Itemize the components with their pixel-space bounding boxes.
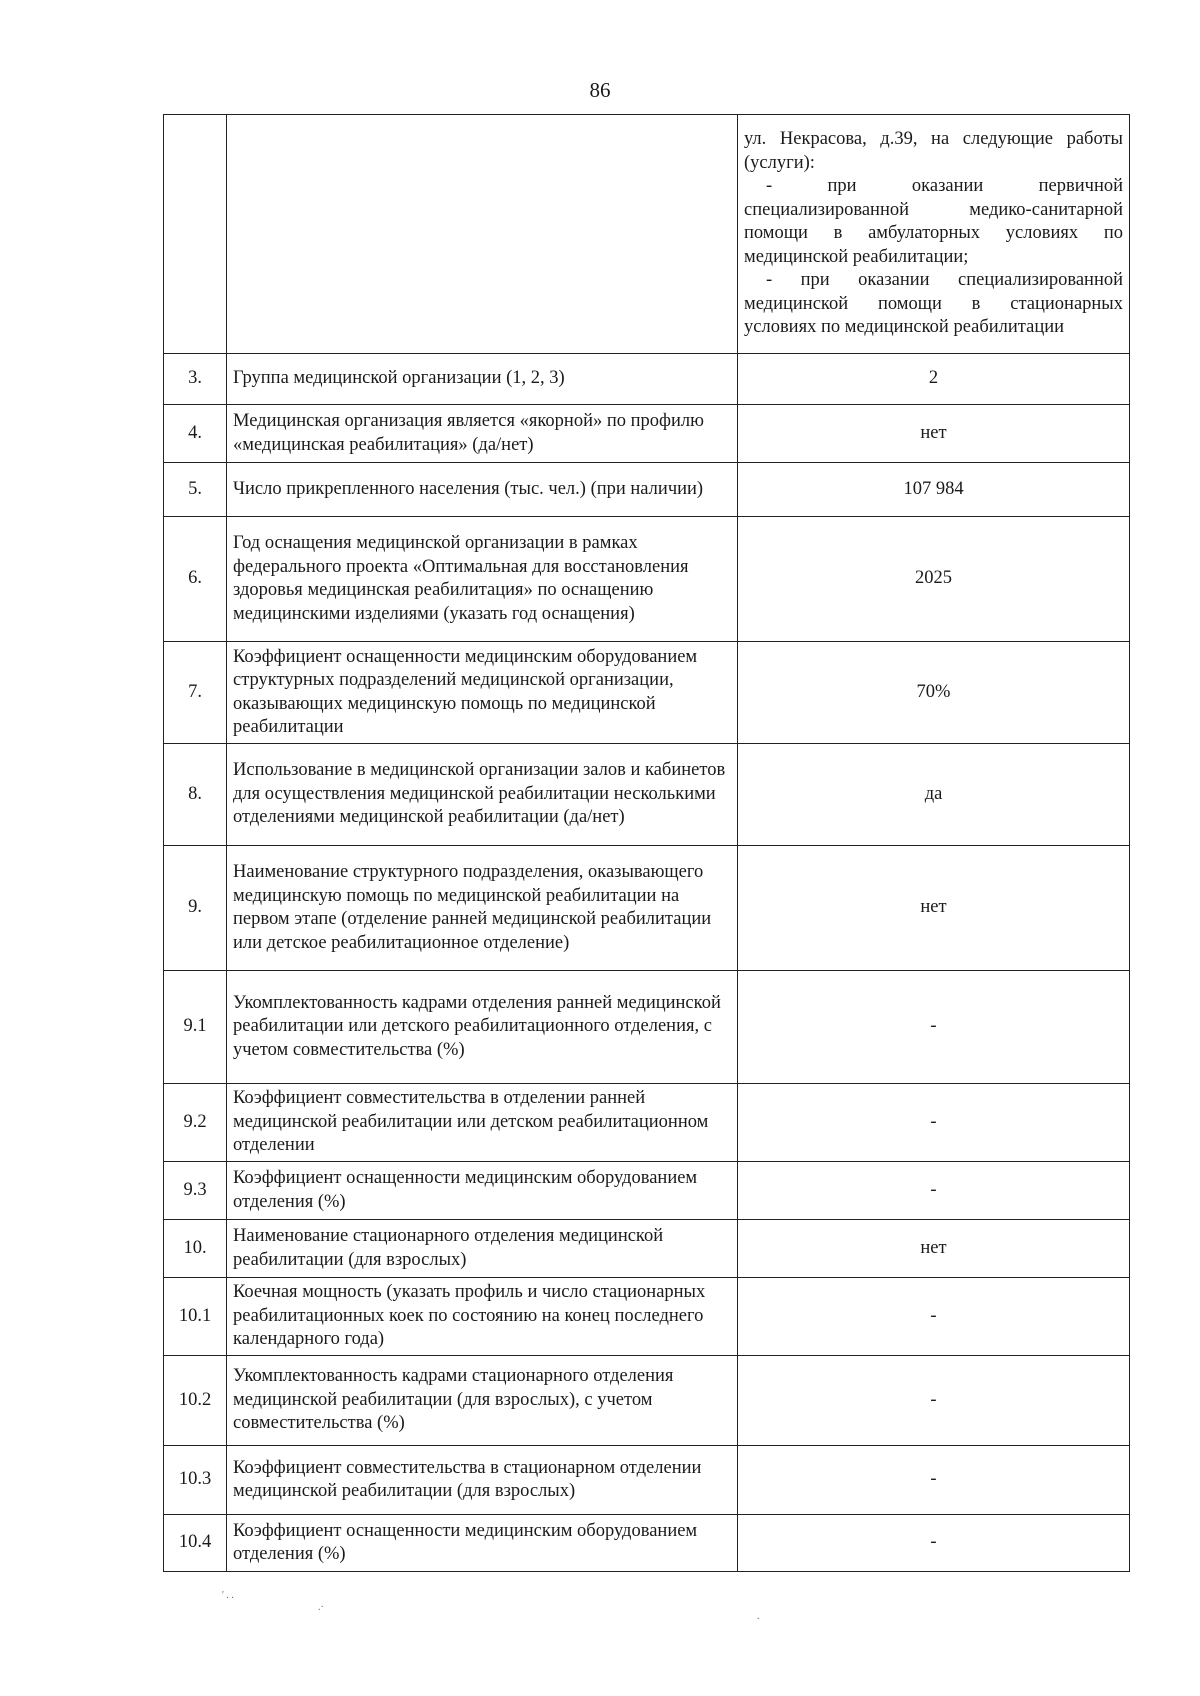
row-number-cell-empty — [164, 115, 227, 354]
table-row — [164, 1162, 1130, 1220]
table-row — [164, 1278, 1130, 1356]
table-row — [164, 971, 1130, 1084]
row-name-cell-empty — [227, 115, 738, 354]
row-number: 10.1 — [164, 1278, 227, 1356]
row-number: 10.2 — [164, 1356, 227, 1446]
data-table — [163, 114, 1130, 1572]
row-indicator: Укомплектованность кадрами стационарного отделения медицинской реабилитации (для взрослых), с учетом совместительства (%) — [227, 1356, 738, 1446]
row-indicator: Коэффициент оснащенности медицинским оборудованием структурных подразделений медицинской организации, оказывающих медицинскую помощь по медицинской реабилитации — [227, 642, 738, 744]
scan-speck: . — [757, 1611, 760, 1622]
row-value: 70% — [738, 642, 1130, 744]
scan-speck: ' . . — [222, 1590, 234, 1601]
row-indicator: Число прикрепленного населения (тыс. чел.) (при наличии) — [227, 463, 738, 517]
row-number: 4. — [164, 405, 227, 463]
row-number: 9.2 — [164, 1084, 227, 1162]
table-row — [164, 1356, 1130, 1446]
row-value: 107 984 — [738, 463, 1130, 517]
row-value: - — [738, 971, 1130, 1084]
table-row — [164, 744, 1130, 846]
row-value: - — [738, 1515, 1130, 1572]
table-row — [164, 1446, 1130, 1515]
row-indicator: Коэффициент совместительства в стационарном отделении медицинской реабилитации (для взрослых) — [227, 1446, 738, 1515]
row-indicator: Использование в медицинской организации залов и кабинетов для осуществления медицинской реабилитации несколькими отделениями медицинской реабилитации (да/нет) — [227, 744, 738, 846]
row-number: 10. — [164, 1220, 227, 1278]
row-indicator: Укомплектованность кадрами отделения ранней медицинской реабилитации или детского реабилитационного отделения, с учетом совместительства (%) — [227, 971, 738, 1084]
row-value: - — [738, 1162, 1130, 1220]
table-row — [164, 517, 1130, 642]
continuation-address: ул. Некрасова, д.39, на следующие работы (услуги): — [744, 129, 1123, 173]
row-number: 3. — [164, 354, 227, 405]
row-value: 2 — [738, 354, 1130, 405]
table-row — [164, 846, 1130, 971]
row-number: 9.3 — [164, 1162, 227, 1220]
row-value: - — [738, 1446, 1130, 1515]
table-row — [164, 1220, 1130, 1278]
scan-speck: .· — [318, 1602, 324, 1613]
row-indicator: Группа медицинской организации (1, 2, 3) — [227, 354, 738, 405]
row-value: нет — [738, 1220, 1130, 1278]
table-row — [164, 354, 1130, 405]
row-value: - — [738, 1084, 1130, 1162]
row-indicator: Год оснащения медицинской организации в рамках федерального проекта «Оптимальная для восстановления здоровья медицинская реабилитация» по оснащению медицинскими изделиями (указать год оснащения) — [227, 517, 738, 642]
row-value: - — [738, 1356, 1130, 1446]
row-number: 9.1 — [164, 971, 227, 1084]
row-value: - — [738, 1278, 1130, 1356]
continuation-item-outpatient: - при оказании первичной специализированной медико-санитарной помощи в амбулаторных условиях по медицинской реабилитации; — [744, 176, 1123, 267]
row-number: 10.4 — [164, 1515, 227, 1572]
row-indicator: Медицинская организация является «якорной» по профилю «медицинская реабилитация» (да/нет) — [227, 405, 738, 463]
row-indicator: Наименование стационарного отделения медицинской реабилитации (для взрослых) — [227, 1220, 738, 1278]
row-number: 8. — [164, 744, 227, 846]
row-indicator: Коэффициент оснащенности медицинским оборудованием отделения (%) — [227, 1162, 738, 1220]
page-number: 86 — [589, 78, 611, 102]
row-number: 7. — [164, 642, 227, 744]
table-row — [164, 642, 1130, 744]
table-row — [164, 1515, 1130, 1572]
table-row-continuation — [164, 115, 1130, 354]
table-row — [164, 1084, 1130, 1162]
row-value: да — [738, 744, 1130, 846]
row-number: 10.3 — [164, 1446, 227, 1515]
row-indicator: Коечная мощность (указать профиль и число стационарных реабилитационных коек по состоянию на конец последнего календарного года) — [227, 1278, 738, 1356]
row-value: нет — [738, 846, 1130, 971]
row-number: 9. — [164, 846, 227, 971]
table-row — [164, 405, 1130, 463]
table-row — [164, 463, 1130, 517]
row-indicator: Коэффициент оснащенности медицинским оборудованием отделения (%) — [227, 1515, 738, 1572]
row-indicator: Коэффициент совместительства в отделении ранней медицинской реабилитации или детском реабилитационном отделении — [227, 1084, 738, 1162]
row-number: 5. — [164, 463, 227, 517]
row-value: нет — [738, 405, 1130, 463]
row-indicator: Наименование структурного подразделения, оказывающего медицинскую помощь по медицинской реабилитации на первом этапе (отделение ранней медицинской реабилитации или детское реабилитационное отделение) — [227, 846, 738, 971]
row-number: 6. — [164, 517, 227, 642]
continuation-item-inpatient: - при оказании специализированной медицинской помощи в стационарных условиях по медицинской реабилитации — [744, 270, 1123, 338]
continuation-value-cell — [738, 115, 1130, 354]
row-value: 2025 — [738, 517, 1130, 642]
